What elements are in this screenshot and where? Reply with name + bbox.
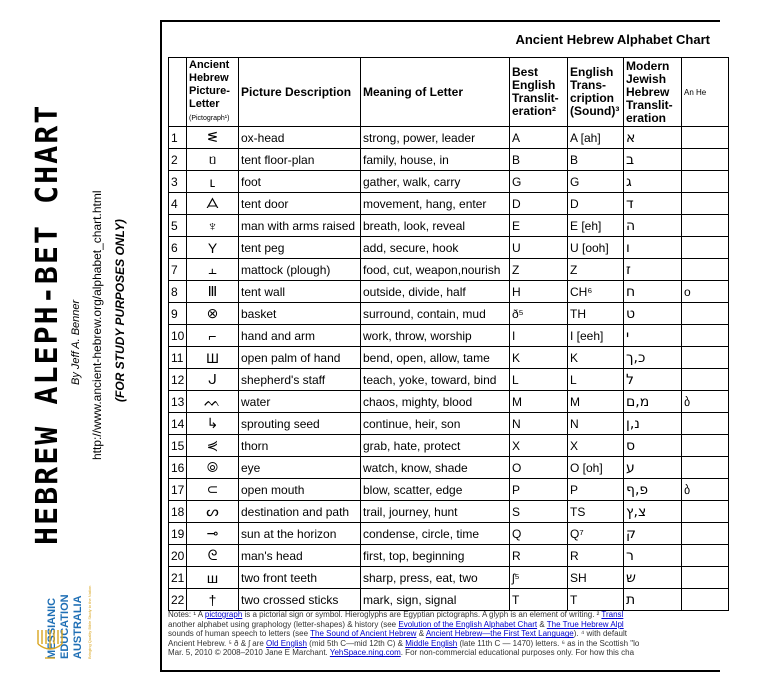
note-text: sounds of human speech to letters (see xyxy=(168,629,311,639)
transcription-cell: R xyxy=(568,545,624,567)
table-row xyxy=(169,479,729,501)
row-number: 14 xyxy=(169,413,187,435)
translit-cell: R xyxy=(510,545,568,567)
table-row xyxy=(169,237,729,259)
messianic-education-logo xyxy=(32,570,112,665)
modern-hebrew-cell: ש xyxy=(624,567,682,589)
table-row xyxy=(169,589,729,611)
row-number: 16 xyxy=(169,457,187,479)
note-text: Mar. 5, 2010 © 2008–2010 Jane E Marchant. xyxy=(168,648,330,658)
table-row xyxy=(169,281,729,303)
extra-cell xyxy=(682,237,729,259)
translit-cell: N xyxy=(510,413,568,435)
transcription-cell: O [oh] xyxy=(568,457,624,479)
description-cell: tent peg xyxy=(239,237,361,259)
description-cell: tent door xyxy=(239,193,361,215)
modern-hebrew-cell: ו xyxy=(624,237,682,259)
note-link[interactable]: Middle English xyxy=(405,638,458,648)
transcription-cell: TS xyxy=(568,501,624,523)
transcription-cell: G xyxy=(568,171,624,193)
row-number: 20 xyxy=(169,545,187,567)
translit-cell: H xyxy=(510,281,568,303)
transcription-cell: CH⁶ xyxy=(568,281,624,303)
row-number: 3 xyxy=(169,171,187,193)
extra-cell: o xyxy=(682,281,729,303)
row-number: 12 xyxy=(169,369,187,391)
extra-cell xyxy=(682,149,729,171)
extra-cell: ბ xyxy=(682,391,729,413)
meaning-cell: work, throw, worship xyxy=(361,325,510,347)
description-cell: man's head xyxy=(239,545,361,567)
row-number: 22 xyxy=(169,589,187,611)
description-cell: basket xyxy=(239,303,361,325)
pictograph-cell: ⫠ xyxy=(187,259,239,281)
table-row xyxy=(169,501,729,523)
extra-cell xyxy=(682,413,729,435)
modern-hebrew-cell: צ,ץ xyxy=(624,501,682,523)
translit-cell: E xyxy=(510,215,568,237)
extra-cell xyxy=(682,457,729,479)
header-pictograph-note: (Pictograph¹) xyxy=(189,115,230,122)
row-number: 21 xyxy=(169,567,187,589)
extra-cell xyxy=(682,303,729,325)
modern-hebrew-cell: א xyxy=(624,127,682,149)
meaning-cell: trail, journey, hunt xyxy=(361,501,510,523)
description-cell: eye xyxy=(239,457,361,479)
header-meaning: Meaning of Letter xyxy=(361,58,510,127)
header-translit: Best English Translit-eration² xyxy=(510,58,568,127)
meaning-cell: chaos, mighty, blood xyxy=(361,391,510,413)
table-row xyxy=(169,413,729,435)
transcription-cell: E [eh] xyxy=(568,215,624,237)
extra-cell xyxy=(682,347,729,369)
table-row xyxy=(169,457,729,479)
pictograph-cell: † xyxy=(187,589,239,611)
table-row xyxy=(169,193,729,215)
table-row xyxy=(169,171,729,193)
row-number: 1 xyxy=(169,127,187,149)
description-cell: ox-head xyxy=(239,127,361,149)
transcription-cell: D xyxy=(568,193,624,215)
extra-cell xyxy=(682,545,729,567)
note-link[interactable]: Old English xyxy=(266,638,307,648)
modern-hebrew-cell: ל xyxy=(624,369,682,391)
table-row xyxy=(169,545,729,567)
header-pictograph xyxy=(187,58,239,127)
pictograph-cell: ᘓ xyxy=(187,545,239,567)
extra-cell xyxy=(682,501,729,523)
meaning-cell: movement, hang, enter xyxy=(361,193,510,215)
description-cell: tent floor-plan xyxy=(239,149,361,171)
side-panel xyxy=(0,0,160,675)
transcription-cell: Z xyxy=(568,259,624,281)
modern-hebrew-cell: פ,ף xyxy=(624,479,682,501)
meaning-cell: outside, divide, half xyxy=(361,281,510,303)
alphabet-table xyxy=(168,57,729,611)
note-text: Notes: ¹ A xyxy=(168,610,205,619)
row-number: 5 xyxy=(169,215,187,237)
translit-cell: A xyxy=(510,127,568,149)
note-text: (late 11th C — 1470) letters. ⁶ as in the Scottish "lo xyxy=(457,638,640,648)
header-number xyxy=(169,58,187,127)
header-description: Picture Description xyxy=(239,58,361,127)
description-cell: open mouth xyxy=(239,479,361,501)
table-row xyxy=(169,325,729,347)
pictograph-cell: ᒍ xyxy=(187,369,239,391)
table-row xyxy=(169,567,729,589)
modern-hebrew-cell: מ,ם xyxy=(624,391,682,413)
description-cell: two front teeth xyxy=(239,567,361,589)
note-text: another alphabet using graphology (letter-shapes) & history (see xyxy=(168,619,399,629)
extra-cell xyxy=(682,171,729,193)
header-modern: Modern Jewish Hebrew Translit-eration xyxy=(624,58,682,127)
pictograph-cell: ⊸ xyxy=(187,523,239,545)
logo-line-2: EDUCATION xyxy=(59,594,71,659)
modern-hebrew-cell: ט xyxy=(624,303,682,325)
table-row xyxy=(169,127,729,149)
transcription-cell: T xyxy=(568,589,624,611)
description-cell: mattock (plough) xyxy=(239,259,361,281)
translit-cell: Z xyxy=(510,259,568,281)
pictograph-cell: ⌐ xyxy=(187,325,239,347)
note-link[interactable]: YehSpace.ning.com xyxy=(329,648,401,658)
row-number: 19 xyxy=(169,523,187,545)
table-row xyxy=(169,259,729,281)
extra-cell xyxy=(682,259,729,281)
pictograph-cell: ⊂ xyxy=(187,479,239,501)
chart-main-title: HEBREW ALEPH-BET CHART xyxy=(30,103,65,545)
translit-cell: O xyxy=(510,457,568,479)
description-cell: tent wall xyxy=(239,281,361,303)
logo-line-1: MESSIANIC xyxy=(46,597,58,659)
description-cell: sun at the horizon xyxy=(239,523,361,545)
header-pictograph-label: Ancient Hebrew Picture-Letter xyxy=(189,59,230,110)
meaning-cell: sharp, press, eat, two xyxy=(361,567,510,589)
table-row xyxy=(169,347,729,369)
row-number: 18 xyxy=(169,501,187,523)
translit-cell: L xyxy=(510,369,568,391)
meaning-cell: teach, yoke, toward, bind xyxy=(361,369,510,391)
modern-hebrew-cell: ס xyxy=(624,435,682,457)
table-title: Ancient Hebrew Alphabet Chart xyxy=(515,32,710,47)
row-number: 9 xyxy=(169,303,187,325)
alphabet-chart-frame xyxy=(160,20,720,672)
row-number: 10 xyxy=(169,325,187,347)
pictograph-cell: Ⅲ xyxy=(187,281,239,303)
extra-cell xyxy=(682,589,729,611)
extra-cell xyxy=(682,567,729,589)
transcription-cell: B xyxy=(568,149,624,171)
modern-hebrew-cell: ד xyxy=(624,193,682,215)
source-url[interactable]: http://www.ancient-hebrew.org/alphabet_chart.html xyxy=(90,190,104,460)
note-text: . For non-commercial educational purposes only. For how this cha xyxy=(400,648,635,658)
pictograph-cell: ᨓ xyxy=(187,391,239,413)
transcription-cell: M xyxy=(568,391,624,413)
transcription-cell: P xyxy=(568,479,624,501)
translit-cell: I xyxy=(510,325,568,347)
transcription-cell: L xyxy=(568,369,624,391)
row-number: 15 xyxy=(169,435,187,457)
note-link[interactable]: The True Hebrew Alpl xyxy=(546,619,624,629)
pictograph-cell: ⦾ xyxy=(187,457,239,479)
footnotes xyxy=(168,610,768,658)
table-row xyxy=(169,523,729,545)
transcription-cell: SH xyxy=(568,567,624,589)
note-text: ). ⁴ with default xyxy=(573,629,627,639)
header-transcription: English Trans-cription (Sound)³ xyxy=(568,58,624,127)
table-row xyxy=(169,391,729,413)
pictograph-cell: Y xyxy=(187,237,239,259)
pictograph-cell: ᔕ xyxy=(187,501,239,523)
description-cell: thorn xyxy=(239,435,361,457)
modern-hebrew-cell: ז xyxy=(624,259,682,281)
transcription-cell: I [eeh] xyxy=(568,325,624,347)
note-link[interactable]: Transl xyxy=(601,610,624,619)
transcription-cell: TH xyxy=(568,303,624,325)
translit-cell: Q xyxy=(510,523,568,545)
modern-hebrew-cell: ר xyxy=(624,545,682,567)
note-text: is a pictorial sign or symbol. Hieroglyphs are Egyptian pictographs. A glyph is an element of writing. ² xyxy=(242,610,602,619)
meaning-cell: gather, walk, carry xyxy=(361,171,510,193)
translit-cell: K xyxy=(510,347,568,369)
pictograph-cell: ᓬ xyxy=(187,127,239,149)
table-row xyxy=(169,149,729,171)
note-text: & xyxy=(537,619,547,629)
pictograph-cell: ш xyxy=(187,567,239,589)
modern-hebrew-cell: ב xyxy=(624,149,682,171)
meaning-cell: continue, heir, son xyxy=(361,413,510,435)
study-disclaimer: (FOR STUDY PURPOSES ONLY) xyxy=(113,219,127,402)
description-cell: sprouting seed xyxy=(239,413,361,435)
note-text: Ancient Hebrew. ⁵ ð & ʃ are xyxy=(168,638,267,648)
translit-cell: U xyxy=(510,237,568,259)
transcription-cell: N xyxy=(568,413,624,435)
meaning-cell: strong, power, leader xyxy=(361,127,510,149)
extra-cell xyxy=(682,523,729,545)
pictograph-cell: ᥝ xyxy=(187,149,239,171)
author-byline: By Jeff A. Benner xyxy=(70,299,82,385)
pictograph-cell: ⋞ xyxy=(187,435,239,457)
meaning-cell: mark, sign, signal xyxy=(361,589,510,611)
extra-cell xyxy=(682,215,729,237)
pictograph-cell: ↳ xyxy=(187,413,239,435)
extra-cell xyxy=(682,325,729,347)
meaning-cell: blow, scatter, edge xyxy=(361,479,510,501)
extra-cell xyxy=(682,127,729,149)
row-number: 11 xyxy=(169,347,187,369)
meaning-cell: family, house, in xyxy=(361,149,510,171)
note-text: & xyxy=(416,629,426,639)
extra-cell xyxy=(682,193,729,215)
table-header-row xyxy=(169,58,729,127)
translit-cell: ʃ⁵ xyxy=(510,567,568,589)
meaning-cell: add, secure, hook xyxy=(361,237,510,259)
modern-hebrew-cell: ה xyxy=(624,215,682,237)
description-cell: shepherd's staff xyxy=(239,369,361,391)
translit-cell: G xyxy=(510,171,568,193)
note-link[interactable]: Evolution of the English Alphabet Chart xyxy=(398,619,538,629)
note-link[interactable]: The Sound of Ancient Hebrew xyxy=(310,629,417,639)
meaning-cell: watch, know, shade xyxy=(361,457,510,479)
pictograph-cell: Ш xyxy=(187,347,239,369)
modern-hebrew-cell: ת xyxy=(624,589,682,611)
translit-cell: M xyxy=(510,391,568,413)
meaning-cell: first, top, beginning xyxy=(361,545,510,567)
translit-cell: T xyxy=(510,589,568,611)
extra-cell: ბ xyxy=(682,479,729,501)
description-cell: two crossed sticks xyxy=(239,589,361,611)
pictograph-cell: ʟ xyxy=(187,171,239,193)
meaning-cell: food, cut, weapon,nourish xyxy=(361,259,510,281)
row-number: 7 xyxy=(169,259,187,281)
translit-cell: P xyxy=(510,479,568,501)
modern-hebrew-cell: כ,ך xyxy=(624,347,682,369)
description-cell: water xyxy=(239,391,361,413)
header-extra: An He xyxy=(682,58,729,127)
row-number: 13 xyxy=(169,391,187,413)
row-number: 2 xyxy=(169,149,187,171)
translit-cell: S xyxy=(510,501,568,523)
pictograph-cell: ᗋ xyxy=(187,193,239,215)
row-number: 4 xyxy=(169,193,187,215)
description-cell: foot xyxy=(239,171,361,193)
transcription-cell: U [ooh] xyxy=(568,237,624,259)
logo-line-3: AUSTRALIA xyxy=(72,595,84,659)
translit-cell: B xyxy=(510,149,568,171)
row-number: 17 xyxy=(169,479,187,501)
description-cell: open palm of hand xyxy=(239,347,361,369)
modern-hebrew-cell: נ,ן xyxy=(624,413,682,435)
translit-cell: D xyxy=(510,193,568,215)
meaning-cell: breath, look, reveal xyxy=(361,215,510,237)
table-row xyxy=(169,215,729,237)
pictograph-cell: ⊗ xyxy=(187,303,239,325)
table-row xyxy=(169,435,729,457)
meaning-cell: grab, hate, protect xyxy=(361,435,510,457)
description-cell: hand and arm xyxy=(239,325,361,347)
transcription-cell: A [ah] xyxy=(568,127,624,149)
meaning-cell: surround, contain, mud xyxy=(361,303,510,325)
modern-hebrew-cell: ק xyxy=(624,523,682,545)
transcription-cell: Q⁷ xyxy=(568,523,624,545)
note-link[interactable]: pictograph xyxy=(204,610,243,619)
row-number: 6 xyxy=(169,237,187,259)
note-text: (mid 5th C—mid 12th C) & xyxy=(306,638,406,648)
extra-cell xyxy=(682,369,729,391)
description-cell: destination and path xyxy=(239,501,361,523)
table-row xyxy=(169,303,729,325)
translit-cell: X xyxy=(510,435,568,457)
translit-cell: ð⁵ xyxy=(510,303,568,325)
modern-hebrew-cell: ג xyxy=(624,171,682,193)
modern-hebrew-cell: י xyxy=(624,325,682,347)
transcription-cell: K xyxy=(568,347,624,369)
extra-cell xyxy=(682,435,729,457)
row-number: 8 xyxy=(169,281,187,303)
table-row xyxy=(169,369,729,391)
note-link[interactable]: Ancient Hebrew—the First Text Language xyxy=(425,629,574,639)
meaning-cell: bend, open, allow, tame xyxy=(361,347,510,369)
transcription-cell: X xyxy=(568,435,624,457)
modern-hebrew-cell: ע xyxy=(624,457,682,479)
meaning-cell: condense, circle, time xyxy=(361,523,510,545)
modern-hebrew-cell: ח xyxy=(624,281,682,303)
logo-tagline: Bringing Quality Bible Study to the Nation xyxy=(87,585,92,659)
pictograph-cell: ♆ xyxy=(187,215,239,237)
description-cell: man with arms raised xyxy=(239,215,361,237)
